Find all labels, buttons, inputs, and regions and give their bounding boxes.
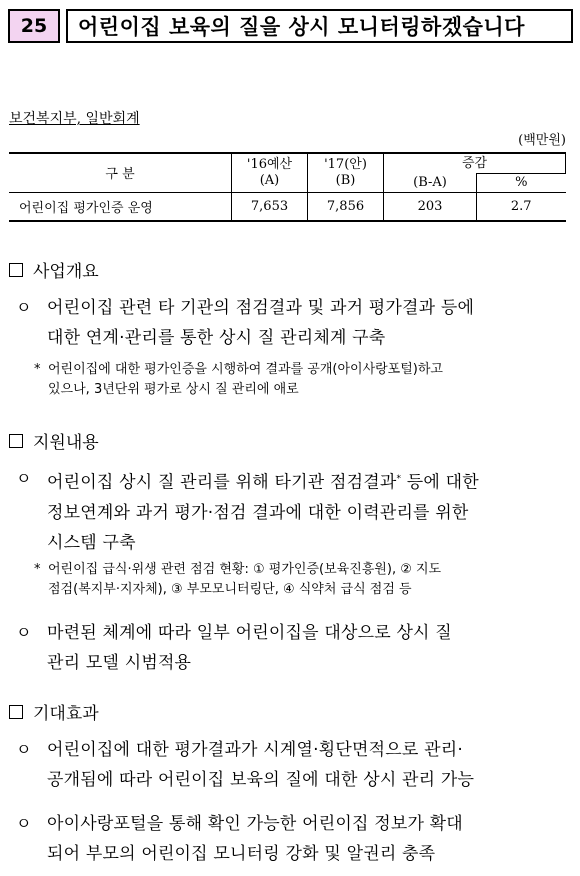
section-overview-heading: 사업개요 bbox=[9, 257, 99, 282]
section-support-heading: 지원내용 bbox=[9, 428, 99, 453]
support-bullet-2: ㅇ 마련된 체계에 따라 일부 어린이집을 대상으로 상시 질 관리 모델 시범적용 bbox=[16, 618, 572, 678]
page-title: 어린이집 보육의 질을 상시 모니터링하겠습니다 bbox=[78, 15, 525, 39]
page-title-box bbox=[66, 9, 573, 43]
header-2016: '16예산 (A) bbox=[232, 153, 308, 192]
section-effects-heading: 기대효과 bbox=[9, 699, 99, 724]
checkbox-square-icon bbox=[9, 434, 23, 448]
bullet-circle-icon: ㅇ bbox=[16, 623, 32, 642]
ministry-label: 보건복지부, 일반회계 bbox=[9, 111, 140, 127]
effects-bullet-1: ㅇ 어린이집에 대한 평가결과가 시계열·횡단면적으로 관리· 공개됨에 따라 어린이집 보육의 질에 대한 상시 관리 가능 bbox=[16, 735, 572, 795]
budget-table bbox=[9, 152, 566, 222]
header-2017: '17(안) (B) bbox=[308, 153, 384, 192]
bullet-circle-icon: ㅇ bbox=[16, 814, 32, 833]
table-row bbox=[9, 192, 566, 221]
row-name: 어린이집 평가인증 운영 bbox=[9, 192, 232, 221]
item-number: 25 bbox=[20, 15, 48, 37]
support-note: * 어린이집 급식·위생 관련 점검 현황: ① 평가인증(보육진흥원), ② 지도 점검(복지부·지자체), ③ 부모모니터링단, ④ 식약처 급식 점검 등 bbox=[34, 562, 442, 597]
header-change-amount: (B-A) bbox=[384, 174, 477, 193]
row-change-value: 203 bbox=[384, 192, 477, 221]
row-2016-value: 7,653 bbox=[232, 192, 308, 221]
row-percent-value: 2.7 bbox=[477, 192, 566, 221]
header-category: 구 분 bbox=[9, 153, 232, 192]
bullet-circle-icon: ㅇ bbox=[16, 298, 32, 317]
note-asterisk: * bbox=[34, 362, 41, 377]
row-2017-value: 7,856 bbox=[308, 192, 384, 221]
unit-label: (백만원) bbox=[518, 133, 566, 148]
effects-bullet-2: ㅇ 아이사랑포털을 통해 확인 가능한 어린이집 정보가 확대 되어 부모의 어린이집 모니터링 강화 및 알권리 충족 bbox=[16, 809, 572, 869]
checkbox-square-icon bbox=[9, 263, 23, 277]
bullet-circle-icon: ㅇ bbox=[16, 740, 32, 759]
support-bullet-1: ㅇ 어린이집 상시 질 관리를 위해 타기관 점검결과* 등에 대한 정보연계와 과거 평가·점검 결과에 대한 이력관리를 위한 시스템 구축 bbox=[16, 464, 572, 558]
item-number-badge bbox=[8, 9, 60, 43]
header-change: 증감 bbox=[384, 153, 566, 174]
bullet-circle-icon: ㅇ bbox=[16, 469, 32, 488]
note-asterisk: * bbox=[34, 562, 41, 577]
header-percent: % bbox=[477, 174, 566, 193]
overview-bullet-1: ㅇ 어린이집 관련 타 기관의 점검결과 및 과거 평가결과 등에 대한 연계·관리를 통한 상시 질 관리체계 구축 bbox=[16, 293, 572, 353]
checkbox-square-icon bbox=[9, 705, 23, 719]
overview-note: * 어린이집에 대한 평가인증을 시행하여 결과를 공개(아이사랑포털)하고 있으나, 3년단위 평가로 상시 질 관리에 애로 bbox=[34, 362, 443, 397]
